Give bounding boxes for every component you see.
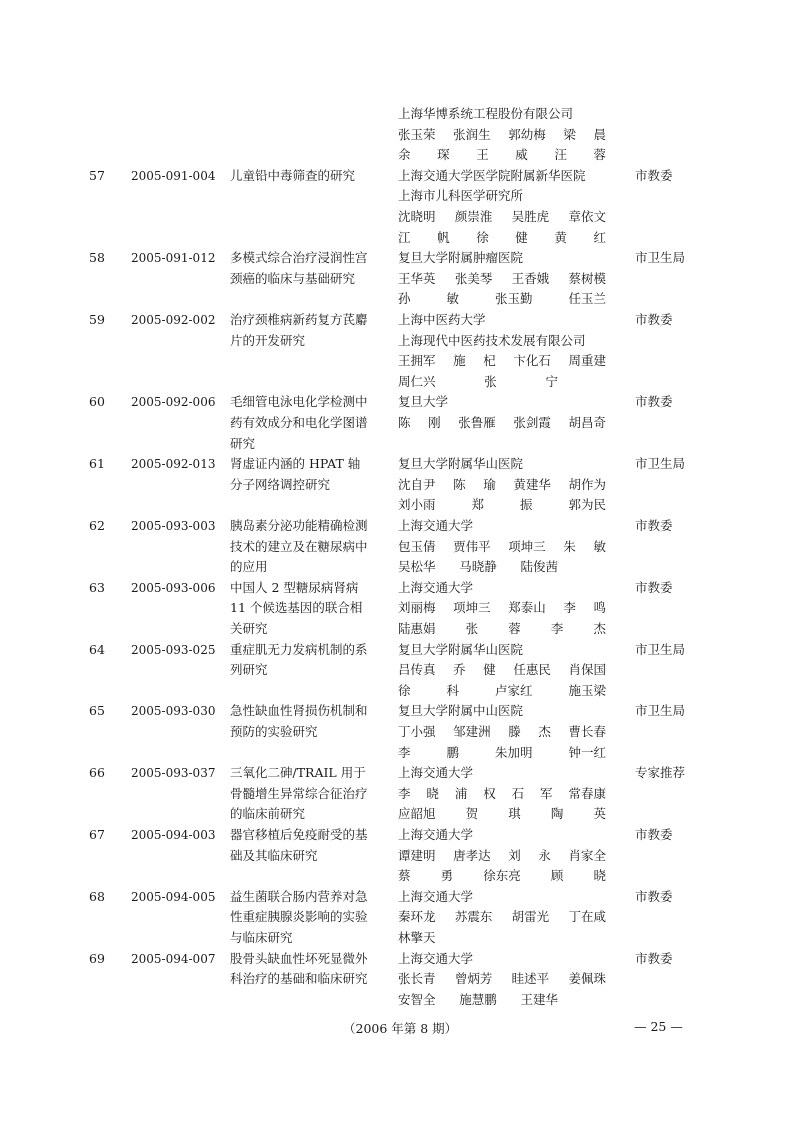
person-name: 郑泰山 xyxy=(508,600,546,616)
person-name: 张鲁雁 xyxy=(458,415,496,430)
project-code: 2005-094-003 xyxy=(131,828,216,842)
entry-number: 58 xyxy=(89,250,105,266)
person-name: 吴胜虎 xyxy=(511,209,550,224)
person-name: 晓 xyxy=(593,868,606,884)
entry-number: 66 xyxy=(89,765,105,781)
person-name: 陆惠娟 xyxy=(398,621,436,636)
researcher-names xyxy=(398,537,624,557)
person-name: 张玉勤 xyxy=(494,291,533,307)
person-name: 胡雷光 xyxy=(511,909,550,925)
researcher-names xyxy=(398,598,624,618)
person-name: 朱加明 xyxy=(494,744,533,760)
person-name: 健 xyxy=(515,229,528,245)
person-name: 蓉 xyxy=(593,147,606,163)
project-title-line: 急性缺血性肾损伤机制和 xyxy=(230,703,368,719)
project-title-line: 的应用 xyxy=(230,559,268,575)
researcher-names xyxy=(398,372,624,392)
person-name: 李 xyxy=(398,744,411,760)
person-name: 帆 xyxy=(437,229,450,245)
person-name: 鹏 xyxy=(446,744,459,760)
project-title-line: 础及其临床研究 xyxy=(230,847,318,863)
researcher-names xyxy=(398,928,624,948)
institution: 复旦大学附属肿瘤医院 xyxy=(398,250,524,266)
person-name: 李 xyxy=(563,600,576,616)
person-name: 勇 xyxy=(440,868,454,884)
continued-names xyxy=(398,125,624,145)
person-name: 钟一红 xyxy=(568,744,606,760)
entry-number: 67 xyxy=(89,827,105,842)
person-name: 吴松华 xyxy=(398,559,436,575)
person-name: 宁 xyxy=(545,373,558,389)
person-name: 秦环龙 xyxy=(398,909,436,925)
project-title-line: 器官移植后免疫耐受的基 xyxy=(230,827,368,842)
institution: 上海交通大学 xyxy=(398,518,474,533)
person-name: 张 xyxy=(465,621,479,636)
person-name: 浦 xyxy=(454,785,468,801)
person-name: 应韶旭 xyxy=(398,806,436,822)
researcher-names xyxy=(398,413,624,433)
person-name: 汪 xyxy=(554,147,567,163)
page-number: — 25 — xyxy=(634,1019,683,1034)
person-name: 杞 xyxy=(483,353,496,369)
entry-number: 60 xyxy=(89,394,105,410)
person-name: 郭为民 xyxy=(568,497,606,513)
person-name: 琪 xyxy=(508,806,521,822)
entry-number: 68 xyxy=(89,888,105,904)
researcher-names xyxy=(398,784,624,804)
person-name: 王香娥 xyxy=(511,270,550,286)
person-name: 胡昌奇 xyxy=(568,415,606,430)
person-name: 章依文 xyxy=(568,209,606,224)
person-name: 常春康 xyxy=(568,785,606,801)
person-name: 周仁兴 xyxy=(398,373,436,389)
person-name: 颜崇淮 xyxy=(454,209,493,224)
person-name: 贺 xyxy=(465,806,479,822)
researcher-names xyxy=(398,866,624,886)
project-title-line: 性重症胰腺炎影响的实验 xyxy=(230,909,368,925)
institution: 上海中医药大学 xyxy=(398,312,486,327)
project-code: 2005-093-030 xyxy=(131,704,216,719)
person-name: 周重建 xyxy=(568,353,606,369)
researcher-names xyxy=(398,289,624,309)
person-name: 李 xyxy=(550,621,564,636)
person-name: 敏 xyxy=(593,538,606,554)
continued-names xyxy=(398,145,624,165)
recommending-dept: 市教委 xyxy=(635,888,673,904)
person-name: 施慧鹏 xyxy=(459,991,497,1007)
person-name: 威 xyxy=(515,147,528,163)
entry-number: 69 xyxy=(89,950,105,966)
project-title-line: 胰岛素分泌功能精确检测 xyxy=(230,518,368,533)
project-title-line: 科治疗的基础和临床研究 xyxy=(230,971,368,987)
project-title-line: 儿童铅中毒筛查的研究 xyxy=(230,167,356,183)
person-name: 贾伟平 xyxy=(453,538,491,554)
project-title-line: 治疗颈椎病新药复方芪麝 xyxy=(230,312,368,327)
person-name: 杰 xyxy=(593,621,606,636)
person-name: 王拥军 xyxy=(398,353,436,369)
researcher-names xyxy=(398,269,624,289)
project-title-line: 毛细管电泳电化学检测中 xyxy=(230,394,368,410)
person-name: 黄 xyxy=(554,229,567,245)
person-name: 王华英 xyxy=(398,270,436,286)
institution: 上海交通大学 xyxy=(398,950,474,966)
researcher-names xyxy=(398,557,624,577)
recommending-dept: 市卫生局 xyxy=(635,703,686,719)
researcher-names xyxy=(398,846,624,866)
person-name: 项坤三 xyxy=(508,538,546,554)
person-name: 吕传真 xyxy=(398,662,436,678)
researcher-names xyxy=(398,228,624,248)
person-name: 晨 xyxy=(593,126,606,142)
person-name: 滕 xyxy=(508,724,521,739)
project-title-line: 药有效成分和电化学图谱 xyxy=(230,415,368,430)
researcher-names xyxy=(398,743,624,763)
person-name: 科 xyxy=(446,682,459,698)
person-name: 健 xyxy=(483,662,496,678)
recommending-dept: 市教委 xyxy=(635,950,673,966)
researcher-names xyxy=(398,681,624,701)
project-code: 2005-093-003 xyxy=(131,519,216,533)
project-title-line: 中国人 2 型糖尿病肾病 xyxy=(230,579,359,595)
person-name: 肖保国 xyxy=(568,662,606,678)
project-title-line: 的临床前研究 xyxy=(230,806,306,822)
person-name: 包玉倩 xyxy=(398,538,436,554)
project-title-line: 多模式综合治疗浸润性宫 xyxy=(230,250,368,266)
person-name: 顾 xyxy=(550,868,564,884)
institution: 上海交通大学医学院附属新华医院 xyxy=(398,167,586,183)
person-name: 李 xyxy=(398,785,411,801)
person-name: 杰 xyxy=(538,724,551,739)
entry-number: 62 xyxy=(89,518,105,533)
person-name: 琛 xyxy=(437,147,450,163)
person-name: 朱 xyxy=(563,538,576,554)
institution: 上海交通大学 xyxy=(398,827,474,842)
person-name: 梁 xyxy=(563,126,576,142)
project-code: 2005-093-025 xyxy=(131,642,216,657)
project-title-line: 列研究 xyxy=(230,662,268,678)
researcher-names xyxy=(398,351,624,371)
project-title-line: 三氧化二砷/TRAIL 用于 xyxy=(230,765,366,781)
person-name: 邹建洲 xyxy=(453,724,491,739)
person-name: 丁在咸 xyxy=(568,909,606,925)
institution: 上海交通大学 xyxy=(398,765,474,781)
person-name: 项坤三 xyxy=(453,600,491,616)
person-name: 沈自尹 xyxy=(398,476,436,492)
person-name: 乔 xyxy=(453,662,466,678)
project-code: 2005-094-005 xyxy=(131,889,216,904)
person-name: 胡作为 xyxy=(568,476,606,492)
person-name: 刘 xyxy=(508,847,521,863)
project-title-line: 技术的建立及在糖尿病中 xyxy=(230,538,368,554)
person-name: 瑜 xyxy=(483,476,496,492)
person-name: 张剑霞 xyxy=(513,415,551,430)
researcher-names xyxy=(398,207,624,227)
person-name: 张玉荣 xyxy=(398,126,436,142)
person-name: 徐东亮 xyxy=(483,868,521,884)
project-title-line: 研究 xyxy=(230,435,256,451)
recommending-dept: 市教委 xyxy=(635,827,673,842)
researcher-names xyxy=(398,804,624,824)
person-name: 石 xyxy=(511,785,525,801)
person-name: 江 xyxy=(398,229,411,245)
person-name: 施玉梁 xyxy=(568,682,606,698)
institution: 上海交通大学 xyxy=(398,579,474,595)
project-title-line: 关研究 xyxy=(230,621,268,636)
researcher-names xyxy=(398,660,624,680)
researcher-names xyxy=(398,495,624,515)
institution: 复旦大学 xyxy=(398,394,449,410)
person-name: 眭述平 xyxy=(511,971,550,987)
person-name: 刘丽梅 xyxy=(398,600,436,616)
person-name: 振 xyxy=(519,497,533,513)
person-name: 任惠民 xyxy=(513,662,551,678)
person-name: 张 xyxy=(484,373,497,389)
person-name: 鸣 xyxy=(593,600,606,616)
person-name: 任玉兰 xyxy=(568,291,606,307)
entry-number: 57 xyxy=(89,167,105,183)
person-name: 曾炳芳 xyxy=(454,971,493,987)
entry-number: 61 xyxy=(89,456,105,472)
person-name: 权 xyxy=(483,785,496,801)
person-name: 蔡 xyxy=(398,868,411,884)
researcher-names xyxy=(398,722,624,742)
recommending-dept: 市卫生局 xyxy=(635,456,686,472)
person-name: 卞化石 xyxy=(513,353,551,369)
person-name: 郑 xyxy=(471,497,484,513)
person-name: 施 xyxy=(453,353,466,369)
researcher-names xyxy=(398,907,624,927)
institution: 复旦大学附属中山医院 xyxy=(398,703,524,719)
person-name: 姜佩珠 xyxy=(568,971,606,987)
recommending-dept: 专家推荐 xyxy=(635,765,686,781)
researcher-names xyxy=(398,619,624,639)
person-name: 苏震东 xyxy=(454,909,493,925)
person-name: 黄建华 xyxy=(513,476,551,492)
person-name: 谭建明 xyxy=(398,847,436,863)
person-name: 肖家全 xyxy=(568,847,606,863)
person-name: 丁小强 xyxy=(398,724,436,739)
project-code: 2005-094-007 xyxy=(131,951,216,966)
person-name: 徐 xyxy=(398,682,411,698)
person-name: 蓉 xyxy=(508,621,521,636)
institution: 复旦大学附属华山医院 xyxy=(398,456,524,472)
person-name: 马晓静 xyxy=(459,559,497,575)
person-name: 张美琴 xyxy=(454,270,493,286)
person-name: 红 xyxy=(593,229,606,245)
recommending-dept: 市卫生局 xyxy=(635,641,686,657)
recommending-dept: 市教委 xyxy=(635,394,673,410)
researcher-names xyxy=(398,990,624,1010)
project-code: 2005-092-002 xyxy=(131,313,216,327)
person-name: 陶 xyxy=(550,806,564,822)
person-name: 余 xyxy=(398,147,411,163)
recommending-dept: 市教委 xyxy=(635,579,673,595)
person-name: 沈晓明 xyxy=(398,209,436,224)
project-title-line: 与临床研究 xyxy=(230,930,293,945)
person-name: 安智全 xyxy=(398,991,436,1007)
institution: 复旦大学附属华山医院 xyxy=(398,641,524,657)
person-name: 唐孝达 xyxy=(453,847,491,863)
project-title-line: 股骨头缺血性坏死显微外 xyxy=(230,950,368,966)
person-name: 敏 xyxy=(446,291,459,307)
person-name: 王 xyxy=(476,147,489,163)
project-title-line: 益生菌联合肠内营养对急 xyxy=(230,888,368,904)
person-name: 卢家红 xyxy=(494,682,533,698)
entry-number: 63 xyxy=(89,579,105,595)
institution: 上海现代中医药技术发展有限公司 xyxy=(398,332,586,348)
person-name: 陈 xyxy=(453,476,466,492)
person-name: 陈 xyxy=(398,415,411,430)
person-name: 林擎天 xyxy=(398,930,436,945)
recommending-dept: 市卫生局 xyxy=(635,250,686,266)
person-name: 永 xyxy=(538,847,551,863)
researcher-names xyxy=(398,969,624,989)
researcher-names xyxy=(398,475,624,495)
person-name: 蔡树模 xyxy=(568,270,606,286)
entry-number: 64 xyxy=(89,641,105,657)
project-title-line: 肾虚证内涵的 HPAT 轴 xyxy=(230,456,361,472)
project-code: 2005-092-006 xyxy=(131,395,216,410)
person-name: 晓 xyxy=(426,785,439,801)
project-title-line: 11 个候选基因的联合相 xyxy=(230,600,363,616)
recommending-dept: 市教委 xyxy=(635,312,673,327)
person-name: 英 xyxy=(593,806,606,822)
project-title-line: 骨髓增生异常综合征治疗 xyxy=(230,785,368,801)
person-name: 王建华 xyxy=(520,991,558,1007)
entry-number: 59 xyxy=(89,312,105,327)
issue-label: （2006 年第 8 期） xyxy=(343,1021,458,1036)
person-name: 张润生 xyxy=(453,126,491,142)
project-title-line: 重症肌无力发病机制的系 xyxy=(230,641,368,657)
project-code: 2005-091-004 xyxy=(131,168,216,183)
continued-unit: 上海华博系统工程股份有限公司 xyxy=(398,106,574,121)
person-name: 张长青 xyxy=(398,971,436,987)
project-title-line: 片的开发研究 xyxy=(230,332,306,348)
person-name: 徐 xyxy=(476,229,489,245)
recommending-dept: 市教委 xyxy=(635,518,673,533)
entry-number: 65 xyxy=(89,703,105,719)
person-name: 孙 xyxy=(398,291,411,307)
person-name: 军 xyxy=(540,785,553,801)
institution: 上海交通大学 xyxy=(398,888,474,904)
project-title-line: 颈癌的临床与基础研究 xyxy=(230,270,356,286)
person-name: 曹长春 xyxy=(568,724,606,739)
person-name: 郭幼梅 xyxy=(508,126,546,142)
project-code: 2005-092-013 xyxy=(131,457,216,472)
project-title-line: 预防的实验研究 xyxy=(230,724,318,739)
project-code: 2005-093-006 xyxy=(131,580,216,595)
project-title-line: 分子网络调控研究 xyxy=(230,476,331,492)
institution: 上海市儿科医学研究所 xyxy=(398,188,524,204)
person-name: 刚 xyxy=(428,415,441,430)
project-code: 2005-091-012 xyxy=(131,251,216,266)
person-name: 陆俊茜 xyxy=(520,559,558,575)
project-code: 2005-093-037 xyxy=(131,766,216,781)
recommending-dept: 市教委 xyxy=(635,167,673,183)
person-name: 刘小雨 xyxy=(398,497,436,513)
